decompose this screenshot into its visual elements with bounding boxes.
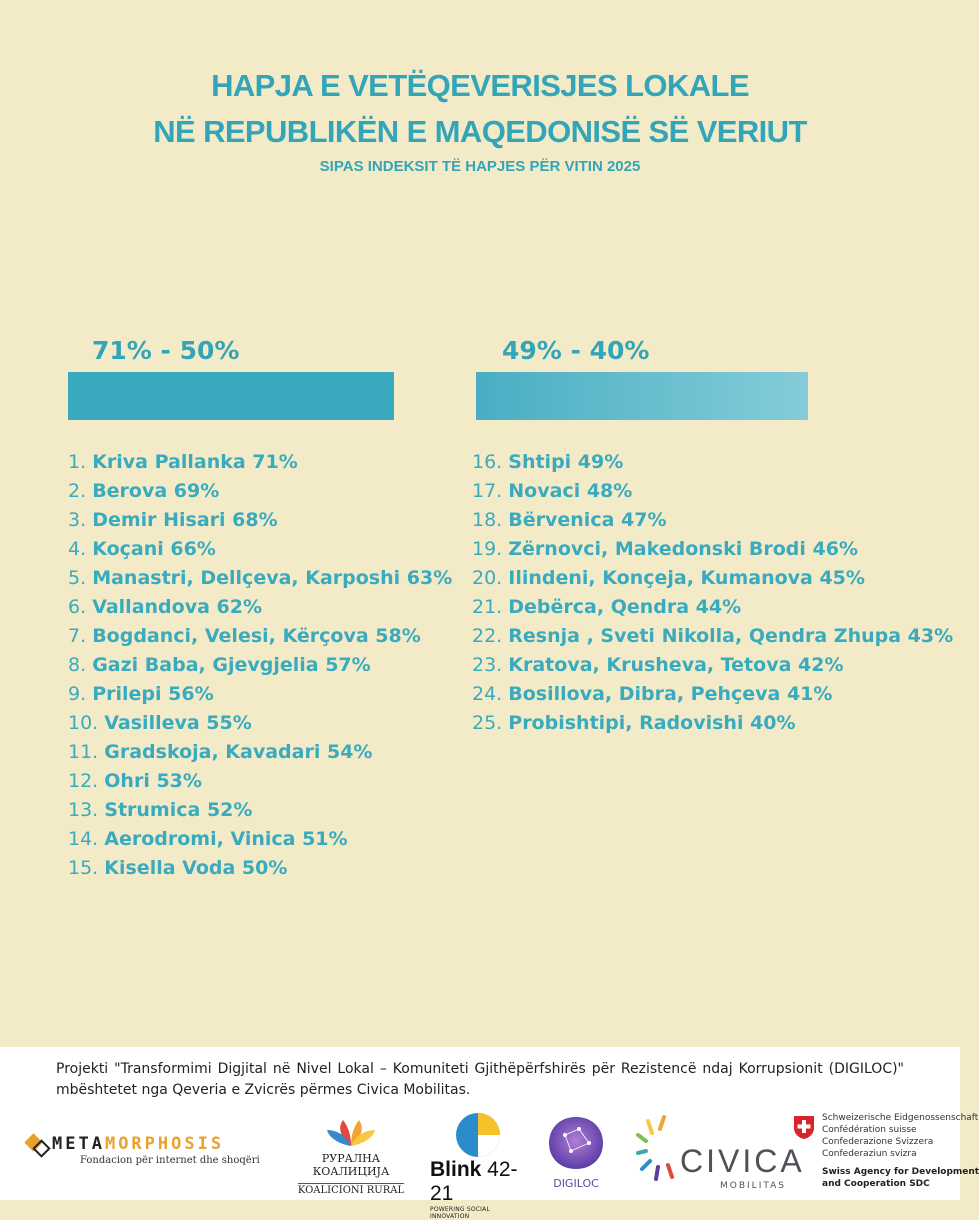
title-line-2: NË REPUBLIKËN E MAQEDONISË SË VERIUT (153, 114, 807, 149)
list-item (472, 477, 953, 506)
municipality-name: Gazi Baba, Gjevgjelia 57% (92, 654, 371, 676)
list-item (68, 796, 452, 825)
rank-number: 12. (68, 770, 99, 792)
rural-coalition-name-mk: РУРАЛНА КОАЛИЦИЈА (312, 1152, 390, 1178)
list-item (472, 448, 953, 477)
list-item (472, 651, 953, 680)
swiss-name-de: Schweizerische Eidgenossenschaft (822, 1113, 979, 1123)
swiss-name-fr: Confédération suisse (822, 1125, 917, 1135)
rank-number: 6. (68, 596, 87, 618)
rank-number: 19. (472, 538, 503, 560)
municipality-name: Bosillova, Dibra, Pehçeva 41% (508, 683, 833, 705)
rank-number: 22. (472, 625, 503, 647)
municipality-name: Strumica 52% (104, 799, 253, 821)
blink-text-b: 42-21 (430, 1158, 518, 1205)
rank-number: 7. (68, 625, 87, 647)
municipality-name: Manastri, Dellçeva, Karposhi 63% (92, 567, 453, 589)
municipality-name: Kisella Voda 50% (104, 857, 288, 879)
list-item (68, 854, 452, 883)
digiloc-logo (540, 1113, 612, 1190)
rank-number: 1. (68, 451, 87, 473)
municipality-name: Shtipi 49% (508, 451, 624, 473)
list-item (472, 593, 953, 622)
rank-number: 17. (472, 480, 503, 502)
metamorphosis-text-a: META (52, 1134, 105, 1154)
title-line-1: HAPJA E VETËQEVERISJES LOKALE (211, 68, 749, 103)
list-item (68, 448, 452, 477)
municipality-name: Demir Hisari 68% (92, 509, 278, 531)
municipality-name: Kriva Pallanka 71% (92, 451, 298, 473)
rank-number: 8. (68, 654, 87, 676)
civica-burst-icon (636, 1115, 686, 1187)
municipality-name: Kratova, Krusheva, Tetova 42% (508, 654, 844, 676)
municipality-name: Bërvenica 47% (508, 509, 667, 531)
blink-logo (430, 1112, 530, 1220)
subtitle: SIPAS INDEKSIT TË HAPJES PËR VITIN 2025 (319, 158, 641, 175)
municipality-name: Novaci 48% (508, 480, 633, 502)
list-item (472, 709, 953, 738)
rank-number: 10. (68, 712, 99, 734)
rank-number: 15. (68, 857, 99, 879)
municipality-name: Probishtipi, Radovishi 40% (508, 712, 796, 734)
list-item (68, 477, 452, 506)
swiss-name-it: Confederazione Svizzera (822, 1137, 934, 1147)
municipality-name: Ohri 53% (104, 770, 202, 792)
municipality-name: Koçani 66% (92, 538, 216, 560)
rural-coalition-name-sq: KOALICIONI RURAL (297, 1185, 405, 1196)
blink-text-a: Blink (430, 1158, 482, 1181)
range-bar-2 (476, 372, 808, 420)
rank-number: 25. (472, 712, 503, 734)
list-item (472, 506, 953, 535)
rank-number: 3. (68, 509, 87, 531)
rank-number: 20. (472, 567, 503, 589)
municipality-name: Berova 69% (92, 480, 220, 502)
list-item (68, 622, 452, 651)
list-item (472, 622, 953, 651)
range-bar-1 (68, 372, 394, 420)
metamorphosis-icon (26, 1134, 56, 1160)
rank-number: 18. (472, 509, 503, 531)
rural-coalition-logo (288, 1118, 414, 1197)
municipality-name: Aerodromi, Vinica 51% (104, 828, 348, 850)
municipality-name: Bogdanci, Velesi, Kërçova 58% (92, 625, 421, 647)
rank-number: 24. (472, 683, 503, 705)
ranking-list-1 (68, 448, 452, 883)
list-item (68, 767, 452, 796)
rank-number: 21. (472, 596, 503, 618)
rank-number: 13. (68, 799, 99, 821)
municipality-name: Gradskoja, Kavadari 54% (104, 741, 373, 763)
range-label-1: 71% - 50% (92, 336, 240, 365)
list-item (472, 680, 953, 709)
blink-subtitle: POWERING SOCIAL INNOVATION (430, 1206, 490, 1220)
list-item (68, 680, 452, 709)
rank-number: 16. (472, 451, 503, 473)
list-item (68, 709, 452, 738)
list-item (68, 738, 452, 767)
list-item (68, 535, 452, 564)
metamorphosis-logo (26, 1134, 260, 1166)
rank-number: 23. (472, 654, 503, 676)
list-item (68, 506, 452, 535)
rank-number: 11. (68, 741, 99, 763)
list-item (68, 825, 452, 854)
rank-number: 14. (68, 828, 99, 850)
digiloc-text: DIGILOC (553, 1177, 599, 1190)
sdc-name-line-2: and Cooperation SDC (822, 1179, 930, 1189)
rank-number: 5. (68, 567, 87, 589)
ranking-list-2 (472, 448, 953, 738)
swiss-name-rm: Confederaziun svizra (822, 1149, 917, 1159)
municipality-name: Vasilleva 55% (104, 712, 252, 734)
rank-number: 9. (68, 683, 87, 705)
metamorphosis-text-b: MORPHOSIS (104, 1134, 225, 1154)
list-item (472, 564, 953, 593)
list-item (68, 564, 452, 593)
municipality-name: Zërnovci, Makedonski Brodi 46% (508, 538, 858, 560)
metamorphosis-subtitle: Fondacion për internet dhe shoqëri (80, 1155, 260, 1166)
digiloc-icon (545, 1113, 607, 1173)
municipality-name: Ilindeni, Konçeja, Kumanova 45% (508, 567, 865, 589)
municipality-name: Debërca, Qendra 44% (508, 596, 742, 618)
rank-number: 4. (68, 538, 87, 560)
list-item (472, 535, 953, 564)
rank-number: 2. (68, 480, 87, 502)
municipality-name: Resnja , Sveti Nikolla, Qendra Zhupa 43% (508, 625, 954, 647)
sdc-name-line-1: Swiss Agency for Development (822, 1167, 979, 1177)
blink-pie-icon (454, 1112, 502, 1158)
project-description: Projekti "Transformimi Digjital në Nivel Lokal – Komuniteti Gjithëpërfshirës për Rezistencë ndaj Korrupsionit (DIGILOC)" mbështetet nga Qeveria e Zvicrës përmes Civica Mobilitas. (56, 1061, 904, 1098)
swiss-flag-icon (792, 1114, 816, 1140)
municipality-name: Vallandova 62% (92, 596, 262, 618)
range-label-2: 49% - 40% (502, 336, 650, 365)
list-item (68, 651, 452, 680)
flower-icon (323, 1118, 379, 1148)
mobilitas-text: MOBILITAS (720, 1181, 787, 1191)
civica-text: CIVICA (680, 1143, 805, 1179)
list-item (68, 593, 452, 622)
municipality-name: Prilepi 56% (92, 683, 214, 705)
